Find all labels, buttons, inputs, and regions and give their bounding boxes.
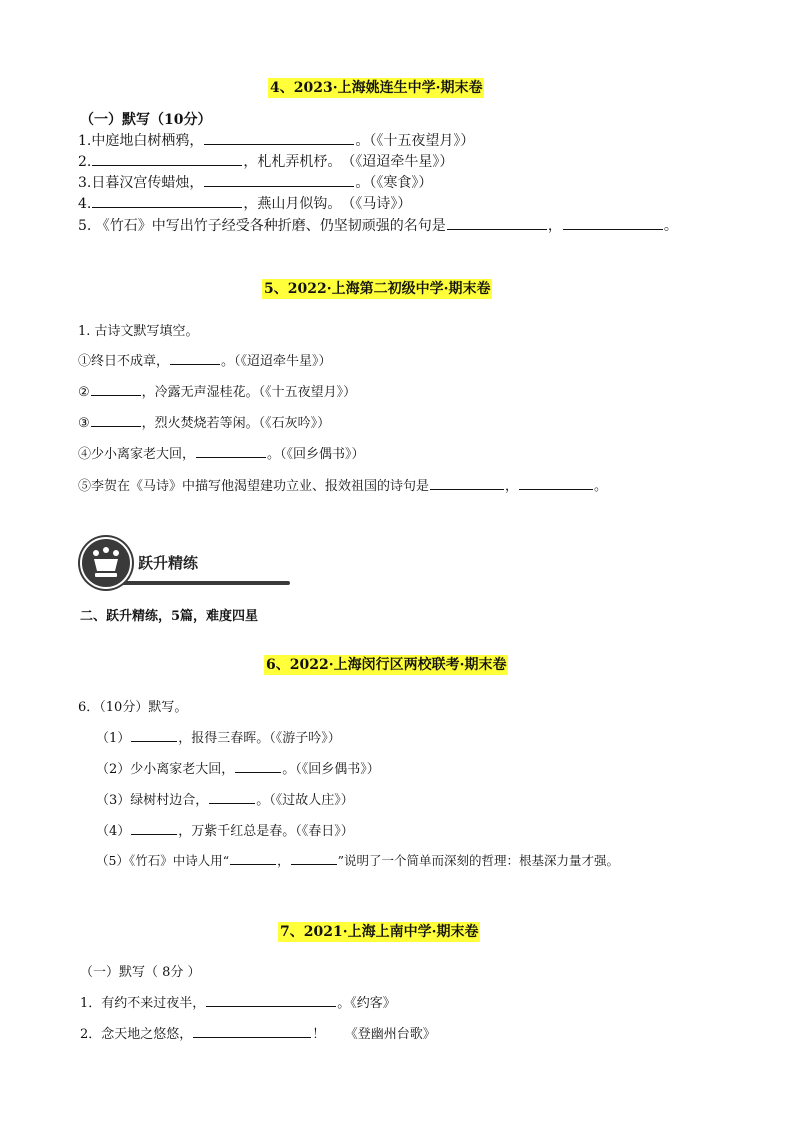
question-line	[80, 992, 396, 1011]
answer-blank[interactable]	[91, 383, 141, 396]
question-text: ，万紫千红总是春。（《春日》）	[178, 824, 354, 839]
question-text: ，报得三春晖。（《游子吟》）	[178, 731, 341, 746]
question-text: 。（《回乡偶书》）	[282, 762, 380, 777]
question-line	[78, 151, 453, 171]
question-text: （4）	[96, 824, 131, 839]
question-text: 。（《十五夜望月》）	[355, 133, 475, 149]
question-text: ，冷露无声湿桂花。（《十五夜望月》）	[141, 385, 357, 400]
question-text: 5. 《竹石》中写出竹子经受各种折磨、仍坚韧顽强的名句是	[78, 218, 446, 234]
question-line	[78, 412, 330, 431]
section-title: 5、2022·上海第二初级中学·期末卷	[264, 281, 491, 297]
question-line	[78, 172, 432, 192]
chess-piece-icon	[80, 537, 132, 589]
question-text: 4.	[78, 196, 92, 212]
question-text: （5）《竹石》中诗人用“	[96, 853, 230, 868]
question-line	[78, 215, 678, 235]
answer-blank[interactable]	[209, 791, 255, 804]
question-text: （1）	[96, 731, 131, 746]
answer-blank[interactable]	[291, 852, 337, 865]
question-line	[80, 1023, 436, 1042]
question-text: ！ 《登幽州台歌》	[312, 1027, 436, 1042]
subsection-title: 二、跃升精练，5篇，难度四星	[80, 609, 259, 624]
question-text: ③	[78, 416, 90, 431]
answer-blank[interactable]	[92, 153, 242, 166]
question-text: 。《约客》	[337, 996, 396, 1011]
question-line	[78, 130, 474, 150]
question-text: 。（《迢迢牵牛星》）	[221, 354, 332, 369]
question-line	[96, 820, 354, 839]
question-text: 。（《回乡偶书》）	[267, 447, 365, 462]
answer-blank[interactable]	[196, 445, 266, 458]
question-text: ，烈火焚烧若等闲。（《石灰吟》）	[141, 416, 331, 431]
question-text: ⑤李贺在《马诗》中描写他渴望建功立业、报效祖国的诗句是	[78, 479, 430, 494]
answer-blank[interactable]	[563, 217, 663, 230]
question-text: ④少小离家老大回，	[78, 447, 196, 462]
section-heading: （一）默写（ 8分 ）	[80, 965, 201, 980]
question-line	[78, 443, 365, 462]
section-heading: （一）默写（10分）	[80, 112, 212, 128]
question-line	[96, 789, 354, 808]
question-text: ，	[505, 479, 519, 494]
logo-underline	[106, 581, 290, 585]
answer-blank[interactable]	[430, 477, 504, 490]
practice-logo	[80, 537, 220, 589]
answer-blank[interactable]	[131, 729, 177, 742]
answer-blank[interactable]	[91, 414, 141, 427]
question-text: ”说明了一个简单而深刻的哲理：根基深力量才强。	[337, 853, 620, 868]
answer-blank[interactable]	[131, 822, 177, 835]
question-text: ，	[547, 218, 562, 234]
question-line	[78, 350, 332, 369]
question-text: ①终日不成章，	[78, 354, 170, 369]
question-text: 1.中庭地白树栖鸦，	[78, 133, 204, 149]
question-line	[96, 727, 341, 746]
question-text: 。（《寒食》）	[355, 175, 433, 191]
section-title: 4、2023·上海姚连生中学·期末卷	[270, 80, 483, 96]
question-text: 。（《过故人庄》）	[256, 793, 354, 808]
question-line	[78, 381, 356, 400]
answer-blank[interactable]	[206, 994, 336, 1007]
answer-blank[interactable]	[230, 852, 276, 865]
question-text: 3.日暮汉宫传蜡烛，	[78, 175, 204, 191]
answer-blank[interactable]	[193, 1025, 311, 1038]
question-text: 。	[594, 479, 608, 494]
question-text: 2.	[78, 154, 92, 170]
question-text: ，燕山月似钩。 （《马诗》）	[243, 196, 412, 212]
answer-blank[interactable]	[235, 760, 281, 773]
answer-blank[interactable]	[204, 174, 354, 187]
answer-blank[interactable]	[447, 217, 547, 230]
section-intro: 6．（10分）默写。	[78, 700, 188, 715]
answer-blank[interactable]	[519, 477, 593, 490]
question-text: 2．念天地之悠悠，	[80, 1027, 193, 1042]
question-text: ，札札弄机杼。 （《迢迢牵牛星》）	[243, 154, 454, 170]
question-text: ，	[277, 853, 290, 868]
question-text: 1．有约不来过夜半，	[80, 996, 206, 1011]
answer-blank[interactable]	[92, 195, 242, 208]
question-line	[78, 475, 607, 494]
question-line	[96, 758, 380, 777]
section-intro: 1. 古诗文默写填空。	[78, 324, 199, 339]
answer-blank[interactable]	[204, 132, 354, 145]
logo-label: 跃升精练	[138, 554, 199, 572]
section-title: 7、2021·上海上南中学·期末卷	[280, 924, 479, 940]
question-line	[78, 193, 411, 213]
answer-blank[interactable]	[170, 352, 220, 365]
question-text: ②	[78, 385, 90, 400]
question-text: （2）少小离家老大回，	[96, 762, 235, 777]
question-text: 。	[663, 218, 678, 234]
question-text: （3）绿树村边合，	[96, 793, 209, 808]
question-line	[96, 851, 619, 869]
section-title: 6、2022·上海闵行区两校联考·期末卷	[266, 657, 507, 673]
